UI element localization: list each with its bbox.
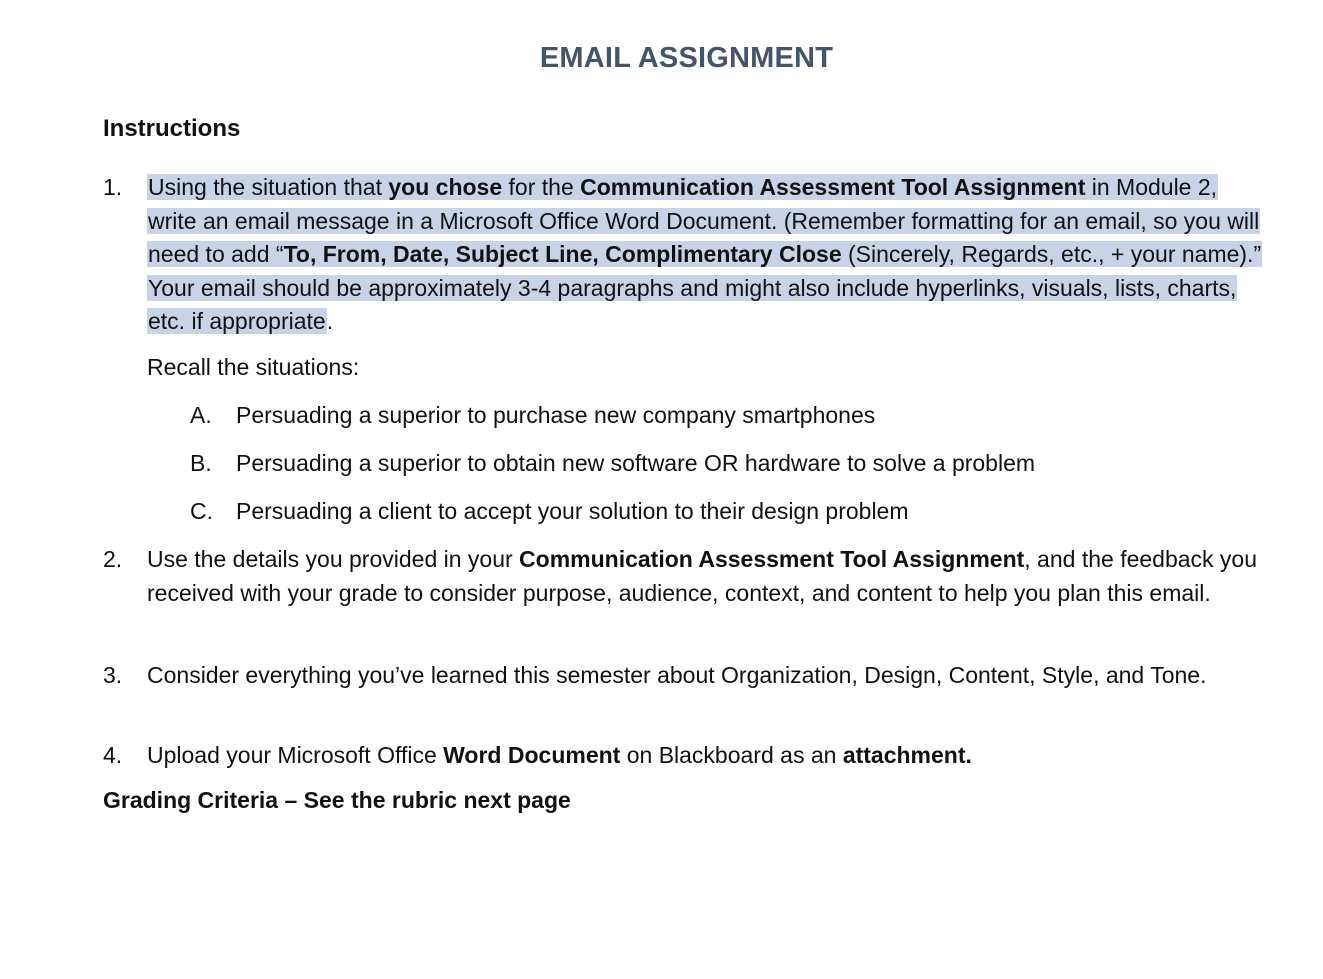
bold-segment: Communication Assessment Tool Assignment	[519, 546, 1025, 572]
situation-letter: B.	[190, 450, 212, 476]
situation-letter: A.	[190, 402, 212, 428]
text-segment: on Blackboard as an	[620, 742, 843, 768]
bold-segment: To, From, Date, Subject Line, Complimentary Close	[283, 241, 842, 267]
situation-text: Persuading a superior to obtain new software OR hardware to solve a problem	[236, 450, 1036, 476]
item-number: 1.	[103, 174, 123, 200]
text-segment: Use the details you provided in your	[147, 546, 520, 572]
item-number: 3.	[103, 662, 123, 688]
bold-segment: Communication Assessment Tool Assignment	[580, 174, 1086, 200]
text-segment: Consider everything you’ve learned this semester about Organization, Design, Content, Style, and Tone.	[147, 662, 1207, 688]
trailing-period: .	[326, 308, 334, 334]
situation-item-b	[190, 447, 1035, 480]
instruction-item-3	[103, 659, 1263, 693]
item-number: 4.	[103, 742, 123, 768]
item-number: 2.	[103, 546, 123, 572]
item-body	[147, 543, 1263, 610]
bold-segment: Word Document	[443, 742, 621, 768]
bold-segment: you chose	[388, 174, 503, 200]
text-segment: for the	[502, 174, 581, 200]
text-segment: Upload your Microsoft Office	[147, 742, 444, 768]
page-title: EMAIL ASSIGNMENT	[539, 42, 834, 74]
text-segment: (Sincerely, Regards, etc., + your name).” Your email should be approximately 3-4 paragraphs and might also include hyperlinks, visuals, lists, charts, etc. if appropriate	[148, 241, 1262, 334]
bold-segment: attachment.	[842, 742, 972, 768]
situation-text: Persuading a client to accept your solution to their design problem	[236, 498, 909, 524]
item-body	[147, 739, 1263, 773]
item-body	[147, 171, 1263, 339]
instruction-item-4	[103, 739, 1263, 773]
instruction-item-1	[103, 171, 1263, 339]
item-body	[147, 659, 1263, 693]
situation-item-a	[190, 399, 875, 432]
recall-label: Recall the situations:	[147, 354, 360, 380]
text-segment: Using the situation that	[148, 174, 389, 200]
situation-letter: C.	[190, 498, 213, 524]
grading-criteria: Grading Criteria – See the rubric next page	[103, 787, 571, 813]
instruction-item-2	[103, 543, 1263, 610]
text-segment: in Module 2, write an email message in a Microsoft Office Word Document. (Remember formatting for an email, so you will need to add “	[148, 174, 1260, 267]
instructions-heading: Instructions	[103, 115, 241, 142]
text-segment: , and the feedback you received with your grade to consider purpose, audience, context, and content to help you plan this email.	[147, 546, 1258, 606]
selected-text[interactable]	[147, 174, 1262, 334]
situation-item-c	[190, 495, 909, 528]
situation-text: Persuading a superior to purchase new company smartphones	[236, 402, 876, 428]
